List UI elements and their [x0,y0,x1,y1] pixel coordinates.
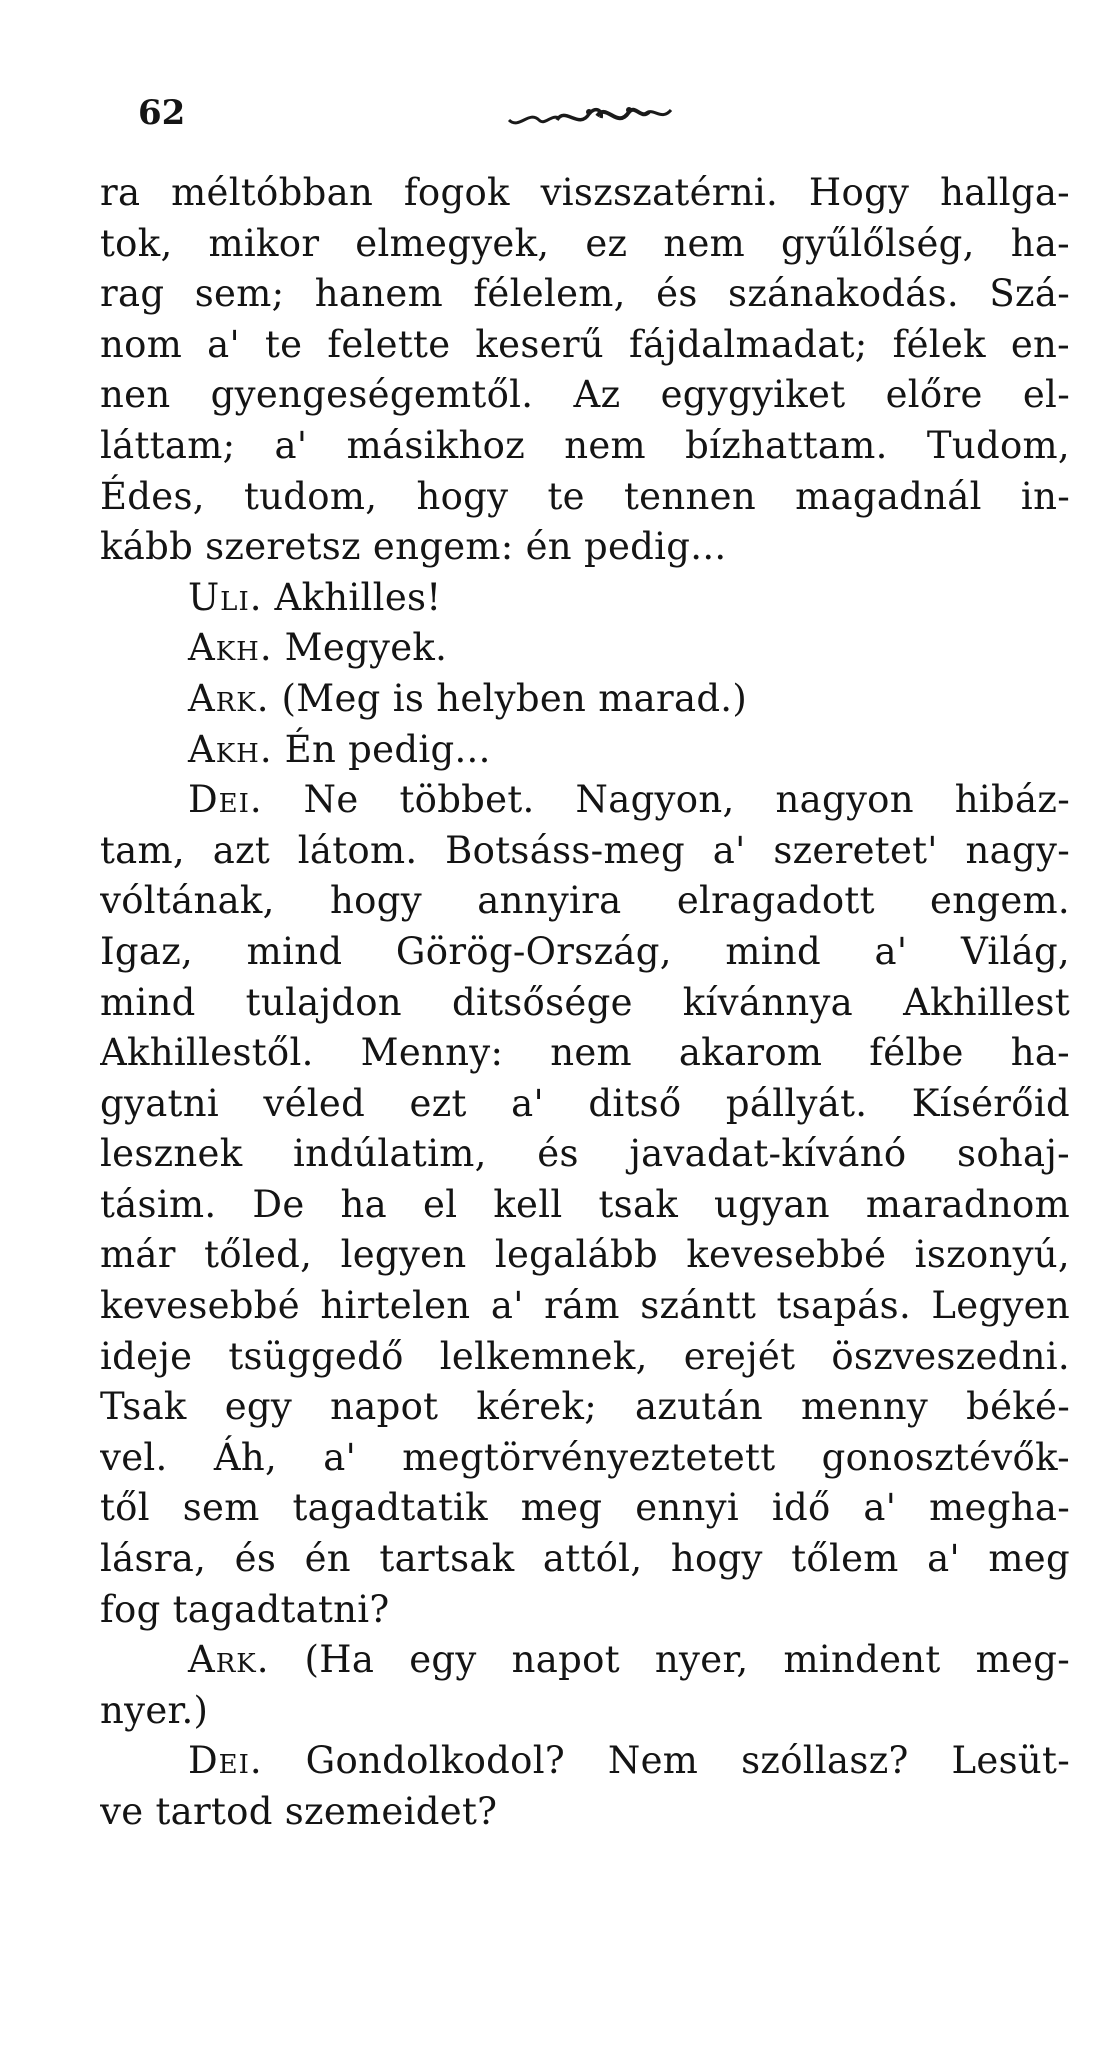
line-text: láttam; a' másikhoz nem bízhattam. Tudom, [100,423,1070,467]
text-line [100,1483,1070,1534]
text-line [100,1230,1070,1281]
speaker-label: Dei. [188,778,263,822]
line-text: Gondolkodol? Nem szóllasz? Lesüt- [305,1739,1070,1783]
speaker-label: Uli. [188,575,263,619]
text-line [100,219,1070,270]
text-line [100,1635,1070,1686]
text-line [100,775,1070,826]
line-text: ideje tsüggedő lelkemnek, erejét öszveszedni. [100,1334,1070,1378]
line-text: Igaz, mind Görög-Ország, mind a' Világ, [100,929,1070,973]
line-text: Tsak egy napot kérek; azután menny béké- [100,1385,1070,1429]
text-line [100,1585,1070,1636]
line-text: lásra, és én tartsak attól, hogy tőlem a' meg [100,1537,1070,1581]
speaker-label: Akh. [188,626,273,670]
text-line [100,1433,1070,1484]
text-line [100,927,1070,978]
text-line [100,421,1070,472]
line-text: tok, mikor elmegyek, ez nem gyűlőlség, ha- [100,221,1070,265]
text-line [100,1079,1070,1130]
line-text: Akhilles! [274,575,442,619]
text-line [100,1281,1070,1332]
line-text: vóltának, hogy annyira elragadott engem. [100,879,1070,923]
text-line [100,168,1070,219]
text-line [100,1534,1070,1585]
line-text: nom a' te felette keserű fájdalmadat; félek en- [100,322,1070,366]
line-text: rag sem; hanem félelem, és szánakodás. Szá- [100,272,1070,316]
line-text: vel. Áh, a' megtörvényeztetett gonosztévők- [100,1435,1070,1479]
text-line [100,320,1070,371]
text-line [100,1129,1070,1180]
line-text: tásim. De ha el kell tsak ugyan maradnom [100,1182,1070,1226]
line-text: Megyek. [284,626,448,670]
line-text: mind tulajdon ditsősége kívánnya Akhillest [100,980,1070,1024]
text-line [100,1736,1070,1787]
text-line [100,472,1070,523]
line-text: ra méltóbban fogok viszszatérni. Hogy hallga- [100,171,1070,214]
line-text: től sem tagadtatik meg ennyi idő a' megha- [100,1486,1070,1530]
line-text: kevesebbé hirtelen a' rám szántt tsapás. Legyen [100,1284,1070,1328]
line-text: nyer.) [100,1688,209,1732]
line-text: kább szeretsz engem: én pedig... [100,525,727,569]
line-text: tam, azt látom. Botsáss-meg a' szeretet' nagy- [100,828,1070,872]
line-text: (Ha egy napot nyer, mindent meg- [304,1638,1070,1682]
line-text: Én pedig... [284,727,491,771]
line-text: Akhillestől. Menny: nem akarom félbe ha- [100,1031,1070,1075]
text-line [100,1180,1070,1231]
speaker-label: Ark. [188,1638,270,1682]
line-text: (Meg is helyben marad.) [281,676,748,720]
ornament-vignette-icon [505,100,675,134]
speaker-label: Dei. [188,1739,263,1783]
text-block [100,168,1070,1838]
line-text: nen gyengeségemtől. Az egygyiket előre el- [100,373,1070,417]
text-line [100,674,1070,725]
line-text: már tőled, legyen legalább kevesebbé iszonyú, [100,1233,1070,1277]
text-line [100,522,1070,573]
text-line [100,978,1070,1029]
line-text: Édes, tudom, hogy te tennen magadnál in- [100,474,1070,518]
text-line [100,370,1070,421]
text-line [100,623,1070,674]
line-text: gyatni véled ezt a' ditső pállyát. Kísérőid [100,1081,1070,1125]
line-text: ve tartod szemeidet? [100,1790,498,1833]
speaker-label: Ark. [188,676,270,720]
page-number: 62 [138,93,186,133]
text-line [100,826,1070,877]
text-line [100,573,1070,624]
text-line [100,269,1070,320]
text-line [100,1787,1070,1838]
text-line [100,1686,1070,1737]
text-line [100,725,1070,776]
text-line [100,1382,1070,1433]
text-line [100,1028,1070,1079]
line-text: lesznek indúlatim, és javadat-kívánó sohaj- [100,1132,1070,1176]
line-text: fog tagadtatni? [100,1587,390,1631]
speaker-label: Akh. [188,727,273,771]
text-line [100,1332,1070,1383]
text-line [100,876,1070,927]
line-text: Ne többet. Nagyon, nagyon hibáz- [303,778,1070,822]
